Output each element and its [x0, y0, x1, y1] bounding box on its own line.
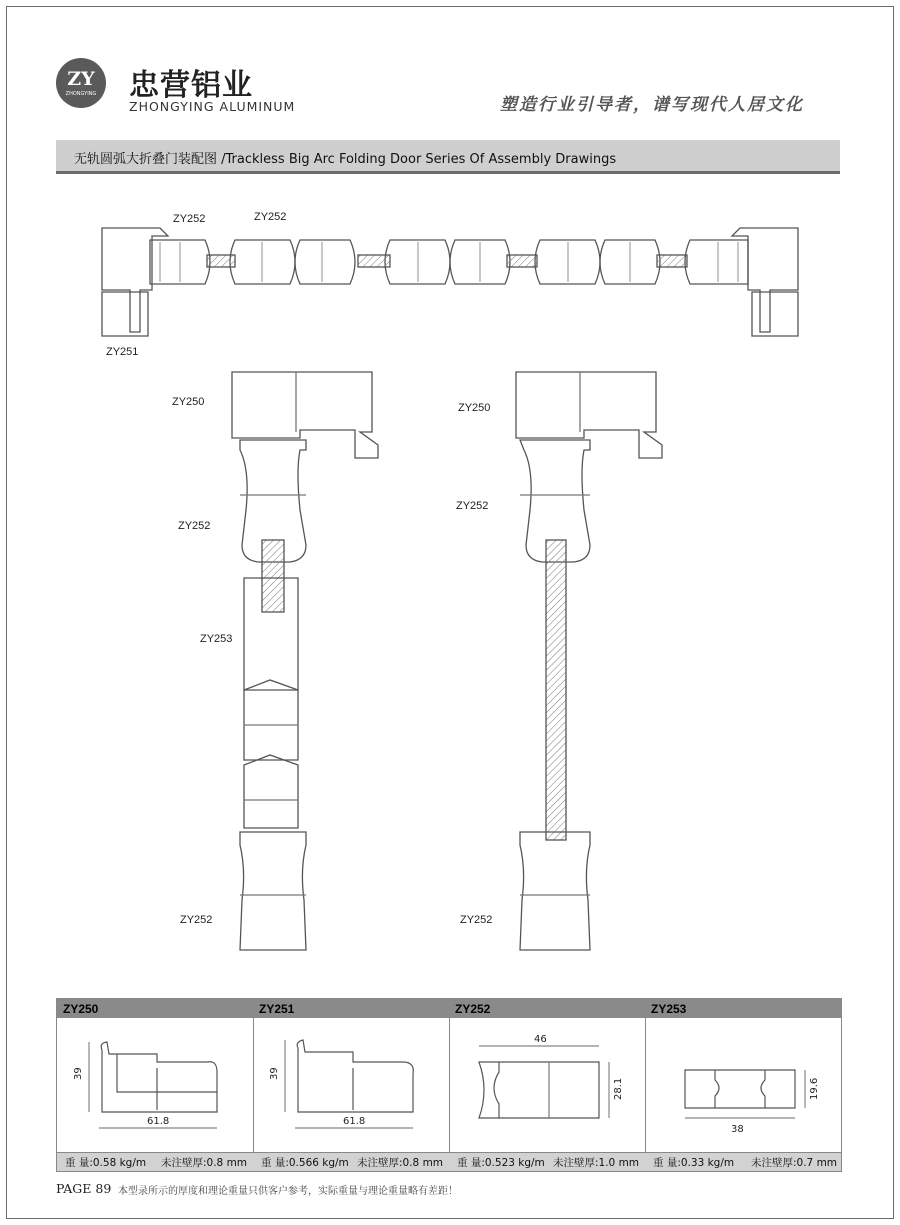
- right-section-drawing: [516, 372, 662, 950]
- label-zy253-left: ZY253: [200, 633, 233, 645]
- label-zy252-top-a: ZY252: [173, 213, 206, 225]
- dim-width: 38: [731, 1124, 744, 1135]
- dim-height: 39: [269, 1067, 280, 1080]
- profile-table-footer: [57, 1152, 841, 1171]
- label-zy252-left-mid: ZY252: [178, 520, 211, 532]
- page-number: PAGE 89: [56, 1181, 112, 1196]
- profile-drawing-zy253: [645, 1018, 841, 1152]
- weight-zy252: 重 量:0.523 kg/m: [457, 1157, 545, 1169]
- label-zy250-right: ZY250: [458, 402, 491, 414]
- weight-zy253: 重 量:0.33 kg/m: [653, 1157, 735, 1169]
- profile-table-header: [57, 999, 841, 1018]
- dim-width: 61.8: [147, 1116, 170, 1127]
- weight-zy250: 重 量:0.58 kg/m: [65, 1157, 147, 1169]
- logo-subtext: ZHONGYING: [65, 91, 97, 97]
- dim-height: 28.1: [613, 1077, 624, 1100]
- label-zy252-right-bottom: ZY252: [460, 914, 493, 926]
- page-title: 无轨圆弧大折叠门装配图 /Trackless Big Arc Folding Door Series Of Assembly Drawings: [74, 152, 617, 167]
- profile-code: ZY250: [63, 1002, 99, 1016]
- wall-zy252: 未注壁厚:1.0 mm: [553, 1157, 640, 1169]
- company-name-cn: 忠营铝业: [129, 68, 253, 103]
- dim-width: 61.8: [343, 1116, 366, 1127]
- profile-drawing-zy252: [449, 1018, 645, 1152]
- label-zy251-top: ZY251: [106, 346, 139, 358]
- wall-zy250: 未注壁厚:0.8 mm: [161, 1157, 248, 1169]
- company-name-en: ZHONGYING ALUMINUM: [129, 99, 296, 114]
- profile-code: ZY251: [259, 1002, 295, 1016]
- wall-zy253: 未注壁厚:0.7 mm: [751, 1157, 838, 1169]
- label-zy250-left: ZY250: [172, 396, 205, 408]
- top-section-drawing: [102, 228, 798, 336]
- profile-drawing-zy250: [57, 1018, 253, 1152]
- wall-zy251: 未注壁厚:0.8 mm: [357, 1157, 444, 1169]
- label-zy252-left-bottom: ZY252: [180, 914, 213, 926]
- profile-code: ZY253: [651, 1002, 687, 1016]
- left-section-drawing: [232, 372, 378, 950]
- profile-cell-zy252: [449, 1018, 646, 1152]
- profile-cell-zy253: [645, 1018, 842, 1152]
- profile-table: [56, 998, 842, 1172]
- dim-height: 19.6: [809, 1077, 820, 1100]
- logo-text: ZY: [67, 68, 95, 90]
- slogan: 塑造行业引导者，谱写现代人居文化: [500, 95, 804, 115]
- profile-code: ZY252: [455, 1002, 491, 1016]
- dim-width: 46: [534, 1034, 547, 1045]
- footer-note: 本型录所示的厚度和理论重量只供客户参考，实际重量与理论重量略有差距！: [118, 1186, 458, 1197]
- weight-zy251: 重 量:0.566 kg/m: [261, 1157, 349, 1169]
- label-zy252-right-mid: ZY252: [456, 500, 489, 512]
- profile-cell-zy251: [253, 1018, 450, 1152]
- label-zy252-top-b: ZY252: [254, 211, 287, 223]
- dim-height: 39: [73, 1067, 84, 1080]
- profile-cell-zy250: [57, 1018, 254, 1152]
- profile-drawing-zy251: [253, 1018, 449, 1152]
